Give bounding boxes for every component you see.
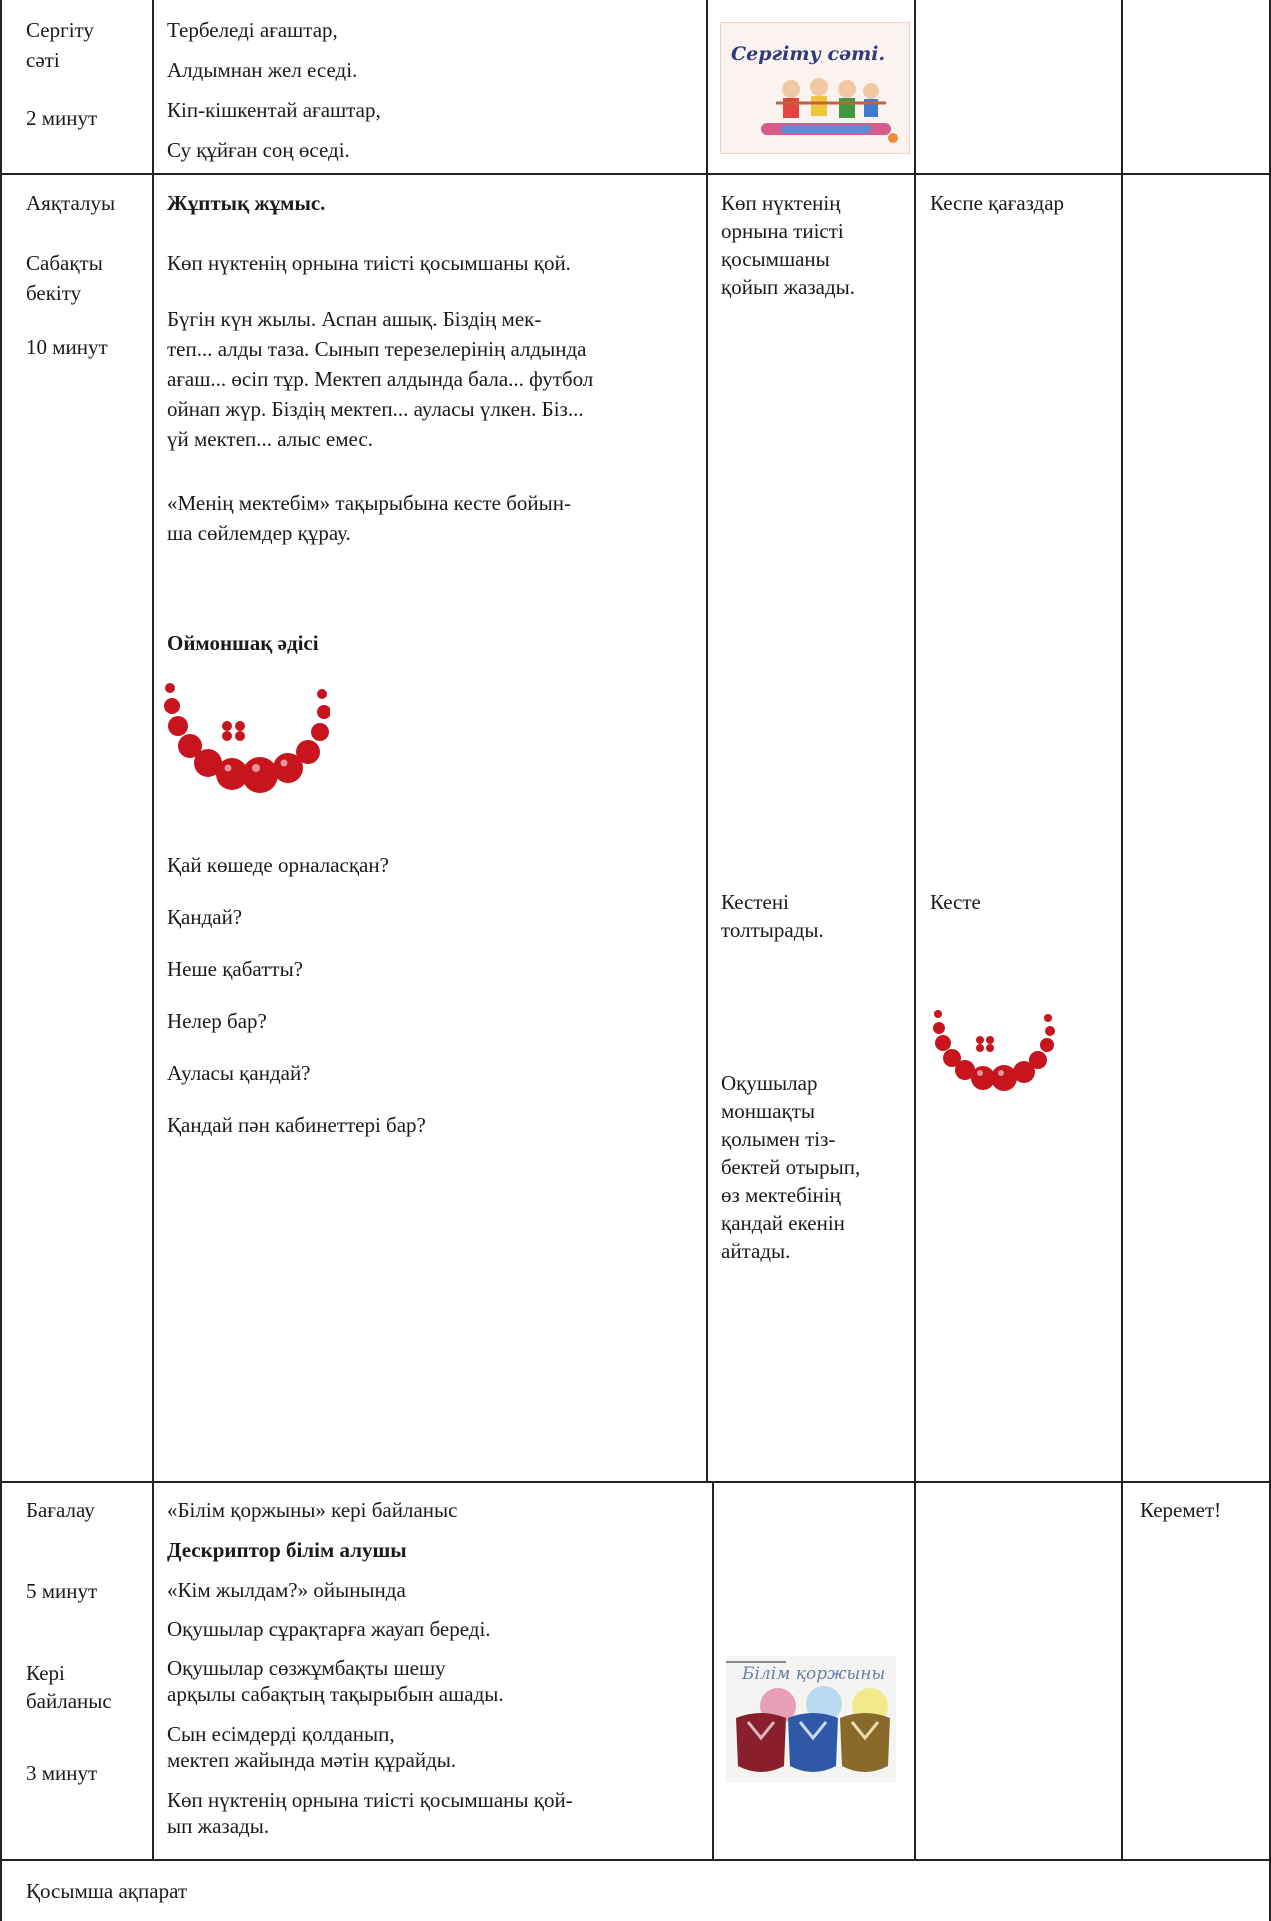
sentence-task-line: «Менің мектебім» тақырыбына кесте бойын- [167, 491, 572, 515]
paragraph-line: теп... алды таза. Сынып терезелерінің алдында [167, 337, 587, 361]
feedback-line: мектеп жайында мәтін құрайды. [167, 1748, 457, 1772]
student-activity-line: бектей отырып, [721, 1155, 861, 1179]
poem-line: Алдымнан жел еседі. [167, 58, 358, 82]
col-divider [914, 0, 916, 1859]
student-activity-line: Көп нүктенің [721, 191, 841, 215]
stage-label: бекіту [26, 281, 82, 305]
children-exercising-icon [721, 23, 909, 153]
stage-label: Аяқталуы [26, 191, 116, 215]
bags-icon [726, 1656, 896, 1782]
stage-duration: 2 минут [26, 106, 98, 130]
col-divider [152, 0, 154, 1859]
student-activity-line: Оқушылар [721, 1071, 818, 1095]
additional-info-label: Қосымша ақпарат [26, 1879, 188, 1903]
col-divider [712, 1481, 714, 1859]
feedback-line: «Кім жылдам?» ойынында [167, 1578, 406, 1602]
student-activity-line: өз мектебінің [721, 1183, 841, 1207]
resource-label: Кеспе қағаздар [930, 191, 1065, 215]
stage-label: Бағалау [26, 1498, 95, 1522]
feedback-line: «Білім қоржыны» кері байланыс [167, 1498, 458, 1522]
necklace-icon [930, 998, 1055, 1110]
evaluation-result: Керемет! [1140, 1498, 1222, 1522]
student-activity-line: айтады. [721, 1239, 791, 1263]
table-border-left [0, 0, 2, 1921]
paragraph-line: ойнап жүр. Біздің мектеп... ауласы үлкен. Біз... [167, 397, 584, 421]
feedback-line: Сын есімдерді қолданып, [167, 1722, 395, 1746]
paragraph-line: үй мектеп... алыс емес. [167, 427, 373, 451]
student-activity-line: қосымшаны [721, 247, 830, 271]
exercise-break-caption: Сергіту сәті. [731, 43, 886, 65]
question: Ауласы қандай? [167, 1061, 311, 1085]
necklace-icon [160, 668, 330, 818]
question: Нелер бар? [167, 1009, 267, 1033]
question: Неше қабатты? [167, 957, 303, 981]
method-title: Оймоншақ әдісі [167, 631, 319, 655]
stage-label: Сергіту [26, 18, 94, 42]
paragraph-line: ағаш... өсіп тұр. Мектеп алдында бала... футбол [167, 367, 594, 391]
knowledge-bag-caption: Білім қоржыны [742, 1664, 886, 1684]
feedback-line: Көп нүктенің орнына тиісті қосымшаны қой- [167, 1788, 573, 1812]
poem-line: Кіп-кішкентай ағаштар, [167, 98, 381, 122]
stage-duration: 3 минут [26, 1761, 98, 1785]
descriptor-title: Дескриптор білім алушы [167, 1538, 407, 1562]
knowledge-bag-image [726, 1656, 896, 1782]
student-activity-line: толтырады. [721, 918, 824, 942]
stage-label: байланыс [26, 1689, 112, 1713]
stage-duration: 5 минут [26, 1579, 98, 1603]
feedback-line: Оқушылар сөзжұмбақты шешу [167, 1656, 446, 1680]
feedback-line: Оқушылар сұрақтарға жауап береді. [167, 1617, 491, 1641]
feedback-line: арқылы сабақтың тақырыбын ашады. [167, 1682, 504, 1706]
student-activity-line: қойып жазады. [721, 275, 856, 299]
question: Қандай пән кабинеттері бар? [167, 1113, 426, 1137]
row-divider [0, 1481, 1271, 1483]
question: Қай көшеде орналасқан? [167, 853, 389, 877]
stage-label: Сабақты [26, 251, 103, 275]
row-divider [0, 173, 1271, 175]
pair-work-title: Жұптық жұмыс. [167, 191, 326, 215]
exercise-break-image [720, 22, 910, 154]
student-activity-line: моншақты [721, 1099, 816, 1123]
task-text: Көп нүктенің орнына тиісті қосымшаны қой. [167, 251, 571, 275]
sentence-task-line: ша сөйлемдер құрау. [167, 521, 351, 545]
col-divider [706, 0, 708, 1481]
stage-duration: 10 минут [26, 335, 108, 359]
bead-necklace-image [930, 998, 1055, 1110]
stage-label: Кері [26, 1661, 65, 1685]
poem-line: Су құйған соң өседі. [167, 138, 350, 162]
row-divider [0, 1859, 1271, 1861]
student-activity-line: қандай екенін [721, 1211, 845, 1235]
resource-label: Кесте [930, 890, 981, 914]
stage-label: сәті [26, 48, 60, 72]
bead-necklace-image [160, 668, 330, 818]
student-activity-line: Кестені [721, 890, 789, 914]
student-activity-line: орнына тиісті [721, 219, 844, 243]
student-activity-line: қолымен тіз- [721, 1127, 836, 1151]
poem-line: Тербеледі ағаштар, [167, 18, 338, 42]
feedback-line: ып жазады. [167, 1814, 270, 1838]
paragraph-line: Бүгін күн жылы. Аспан ашық. Біздің мек- [167, 307, 542, 331]
col-divider [1121, 0, 1123, 1859]
question: Қандай? [167, 905, 243, 929]
